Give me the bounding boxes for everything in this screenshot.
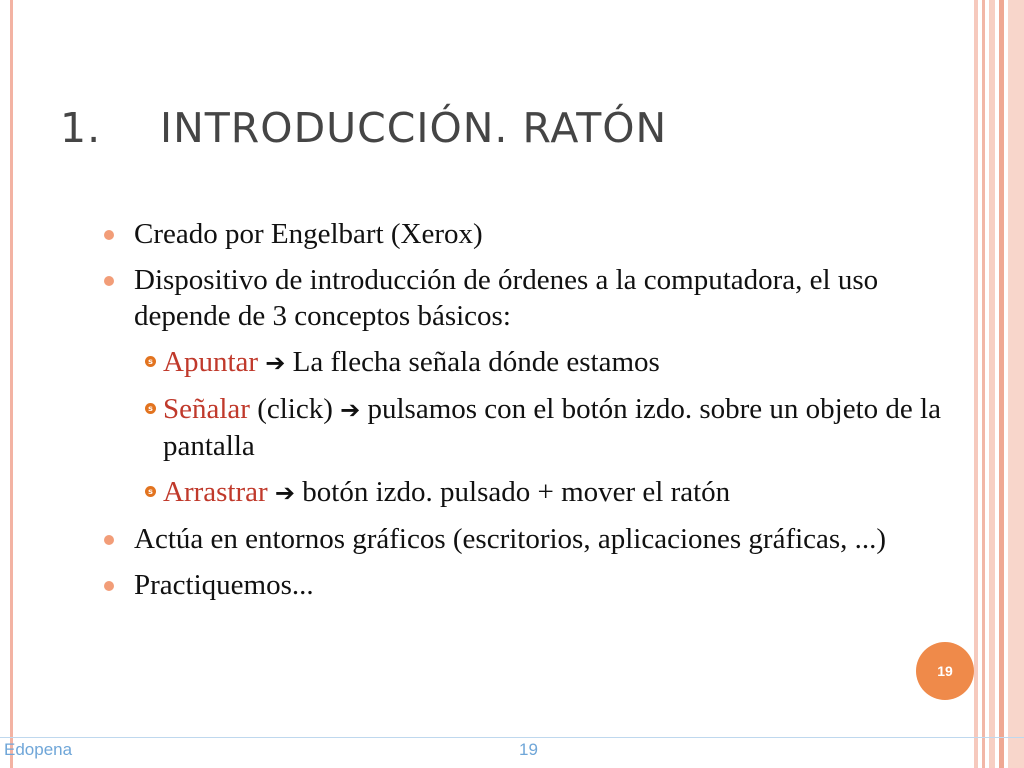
sub-bullet-pre-arrow: (click) <box>249 393 341 425</box>
keyword-arrastrar: Arrastrar <box>163 476 268 508</box>
footer-divider <box>0 737 1024 738</box>
title-text: INTRODUCCIÓN. RATÓN <box>160 104 668 152</box>
bullet-item-device <box>102 262 962 334</box>
sub-bullet-text: La flecha señala dónde estamos <box>285 346 660 378</box>
bullet-text: Practiquemos... <box>134 569 314 601</box>
title-number: 1. <box>60 104 102 152</box>
slide-title <box>60 104 667 152</box>
decorative-stripe <box>982 0 985 768</box>
sub-bullet-icon: s <box>145 356 156 367</box>
keyword-senalar: Señalar <box>163 393 250 425</box>
decorative-stripe <box>989 0 995 768</box>
keyword-apuntar: Apuntar <box>163 346 259 378</box>
sub-bullet-icon: s <box>145 486 156 497</box>
slide-content <box>102 216 962 613</box>
bullet-text: Dispositivo de introducción de órdenes a la computadora, el uso depende de 3 conceptos básicos: <box>134 264 879 332</box>
left-decorative-rule <box>10 0 13 768</box>
sub-bullet-item-arrastrar <box>102 474 962 511</box>
sub-bullet-icon: s <box>145 403 156 414</box>
decorative-stripe <box>974 0 978 768</box>
decorative-stripe <box>999 0 1004 768</box>
right-arrow-icon: ➔ <box>274 479 296 507</box>
bullet-icon <box>104 581 114 591</box>
bullet-icon <box>104 276 114 286</box>
sub-bullet-item-apuntar <box>102 344 962 381</box>
bullet-icon <box>104 230 114 240</box>
bullet-text: Actúa en entornos gráficos (escritorios, aplicaciones gráficas, ...) <box>134 523 887 555</box>
bullet-item-creator <box>102 216 962 252</box>
right-arrow-icon: ➔ <box>265 349 286 377</box>
footer-author: Edopena <box>4 740 73 759</box>
decorative-stripe <box>1008 0 1024 768</box>
footer-page-number: 19 <box>519 740 538 759</box>
page-number-badge: 19 <box>916 642 974 700</box>
right-decorative-stripes <box>974 0 1024 768</box>
bullet-icon <box>104 535 114 545</box>
bullet-item-graphical <box>102 521 962 557</box>
sub-bullet-text: pulsamos con el botón izdo. sobre un objeto de la pantalla <box>163 393 941 462</box>
bullet-item-practice <box>102 567 962 603</box>
sub-bullet-text: botón izdo. pulsado + mover el ratón <box>295 476 731 508</box>
sub-bullet-item-senalar <box>102 391 962 464</box>
right-arrow-icon: ➔ <box>340 396 361 424</box>
bullet-text: Creado por Engelbart (Xerox) <box>134 218 483 250</box>
